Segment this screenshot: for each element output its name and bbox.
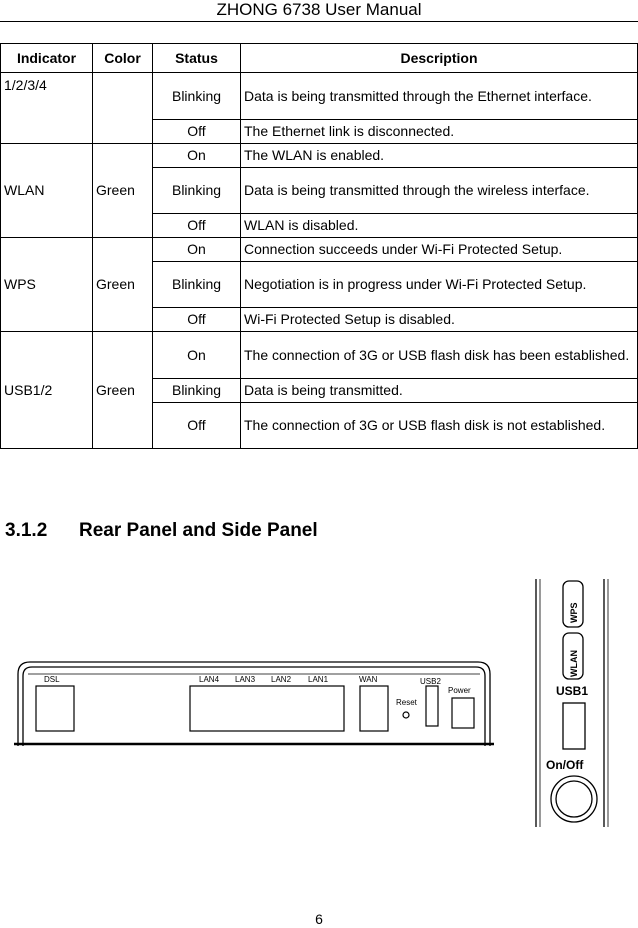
label-wlan: WLAN: [569, 650, 579, 677]
power-port: [452, 698, 474, 728]
col-status: Status: [153, 44, 241, 73]
status-cell: Blinking: [153, 262, 241, 308]
table-row: [1, 262, 638, 308]
table-row: [1, 403, 638, 449]
status-cell: Blinking: [153, 73, 241, 120]
label-lan3: LAN3: [235, 675, 256, 684]
page-header: ZHONG 6738 User Manual: [216, 0, 422, 19]
label-usb1: USB1: [556, 684, 589, 698]
section-title: Rear Panel and Side Panel: [79, 520, 318, 541]
col-color: Color: [93, 44, 153, 73]
indicator-cell: WPS: [1, 262, 93, 308]
indicator-cell: WLAN: [1, 168, 93, 214]
wan-port: [360, 686, 388, 731]
section-heading: [5, 520, 318, 542]
description-cell: Negotiation is in progress under Wi-Fi Protected Setup.: [241, 262, 638, 308]
usb1-port: [563, 703, 585, 749]
description-cell: The connection of 3G or USB flash disk is not established.: [241, 403, 638, 449]
label-usb2: USB2: [420, 677, 441, 686]
status-cell: Off: [153, 120, 241, 144]
label-onoff: On/Off: [546, 758, 584, 772]
label-reset: Reset: [396, 698, 417, 707]
description-cell: Data is being transmitted through the wireless interface.: [241, 168, 638, 214]
page-number: 6: [315, 911, 323, 927]
status-cell: On: [153, 144, 241, 168]
header-rule: [0, 21, 638, 22]
color-cell: [93, 73, 153, 120]
col-indicator: Indicator: [1, 44, 93, 73]
color-cell: Green: [93, 262, 153, 308]
label-lan4: LAN4: [199, 675, 220, 684]
indicator-cell: 1/2/3/4: [1, 73, 93, 120]
description-cell: The Ethernet link is disconnected.: [241, 120, 638, 144]
table-row: [1, 168, 638, 214]
status-cell: On: [153, 332, 241, 379]
label-wps: WPS: [569, 602, 579, 623]
status-cell: Off: [153, 308, 241, 332]
onoff-button: [551, 776, 597, 822]
table-row: [1, 332, 638, 379]
indicator-cell: USB1/2: [1, 379, 93, 403]
label-dsl: DSL: [44, 675, 60, 684]
table-row: [1, 144, 638, 168]
status-cell: Blinking: [153, 379, 241, 403]
table-row: [1, 214, 638, 238]
color-cell: Green: [93, 168, 153, 214]
status-cell: Off: [153, 214, 241, 238]
status-cell: Blinking: [153, 168, 241, 214]
description-cell: Wi-Fi Protected Setup is disabled.: [241, 308, 638, 332]
table-row: [1, 238, 638, 262]
side-panel-diagram: [532, 577, 614, 829]
description-cell: Connection succeeds under Wi-Fi Protected Setup.: [241, 238, 638, 262]
table-row: [1, 73, 638, 120]
description-cell: The connection of 3G or USB flash disk has been established.: [241, 332, 638, 379]
status-cell: On: [153, 238, 241, 262]
status-cell: Off: [153, 403, 241, 449]
label-wan: WAN: [359, 675, 378, 684]
description-cell: Data is being transmitted through the Ethernet interface.: [241, 73, 638, 120]
description-cell: WLAN is disabled.: [241, 214, 638, 238]
usb2-port: [426, 686, 438, 726]
table-row: [1, 379, 638, 403]
dsl-port: [36, 686, 74, 731]
indicator-table: [0, 43, 638, 449]
description-cell: The WLAN is enabled.: [241, 144, 638, 168]
description-cell: Data is being transmitted.: [241, 379, 638, 403]
label-power: Power: [448, 686, 471, 695]
color-cell: Green: [93, 379, 153, 403]
col-description: Description: [241, 44, 638, 73]
reset-hole: [403, 712, 409, 718]
label-lan1: LAN1: [308, 675, 329, 684]
table-header-row: [1, 44, 638, 73]
table-row: [1, 308, 638, 332]
lan-ports: [190, 686, 344, 731]
label-lan2: LAN2: [271, 675, 292, 684]
rear-panel-diagram: [14, 658, 494, 748]
table-row: [1, 120, 638, 144]
section-number: 3.1.2: [5, 520, 48, 541]
